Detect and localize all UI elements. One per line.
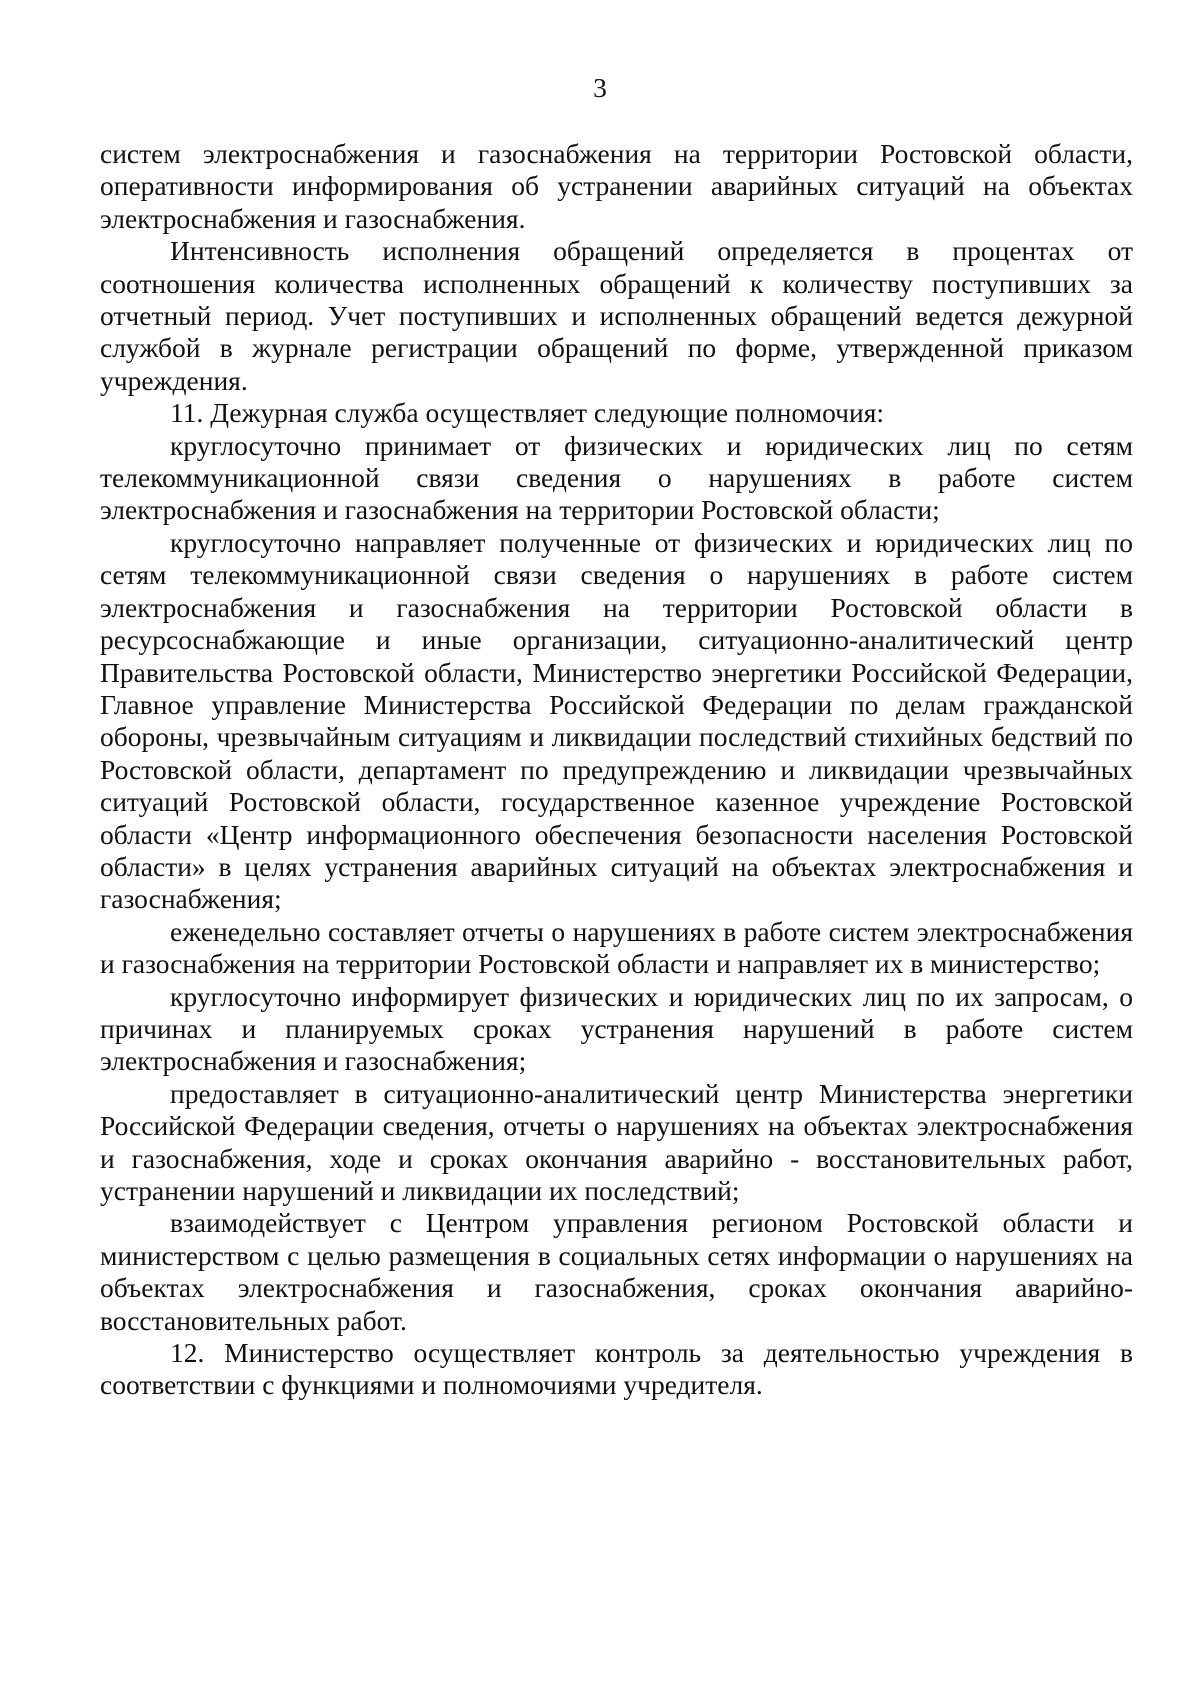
page-number: 3 (593, 72, 607, 103)
paragraph-clause-12: 12. Министерство осуществляет контроль за деятельностью учреждения в соответствии с функциями и полномочиями учредителя. (100, 1337, 1133, 1401)
list-item-provides-data: предоставляет в ситуационно-аналитический центр Министерства энергетики Российской Федерации сведения, отчеты о нарушениях на объектах электроснабжения и газоснабжения, ходе и сроках окончания аварийно - восстановительных работ, устранении нарушений и ликвидации их последствий; (100, 1077, 1133, 1206)
list-item-cooperates: взаимодействует с Центром управления регионом Ростовской области и министерством с целью размещения в социальных сетях информации о нарушениях на объектах электроснабжения и газоснабжения, сроках окончания аварийно-восстановительных работ. (100, 1207, 1133, 1336)
list-item-weekly-reports: еженедельно составляет отчеты о нарушениях в работе систем электроснабжения и газоснабжения на территории Ростовской области и направляет их в министерство; (100, 915, 1133, 980)
list-item-informs-citizens: круглосуточно информирует физических и юридических лиц по их запросам, о причинах и планируемых сроках устранения нарушений в работе систем электроснабжения и газоснабжения; (100, 980, 1133, 1077)
list-item-accepts-reports: круглосуточно принимает от физических и юридических лиц по сетям телекоммуникационной связи сведения о нарушениях в работе систем электроснабжения и газоснабжения на территории Ростовской области; (100, 429, 1133, 526)
list-item-forwards-reports: круглосуточно направляет полученные от физических и юридических лиц по сетям телекоммуникационной связи сведения о нарушениях в работе систем электроснабжения и газоснабжения на территории Ростовской области в ресурсоснабжающие и иные организации, ситуационно-аналитический центр Правительства Ростовской области, Министерство энергетики Российской Федерации, Главное управление Министерства Российской Федерации по делам гражданской обороны, чрезвычайным ситуациям и ликвидации последствий стихийных бедствий по Ростовской области, департамент по предупреждению и ликвидации чрезвычайных ситуаций Ростовской области, государственное казенное учреждение Ростовской области «Центр информационного обеспечения безопасности населения Ростовской области» в целях устранения аварийных ситуаций на объектах электроснабжения и газоснабжения; (100, 526, 1133, 915)
paragraph-intensity: Интенсивность исполнения обращений определяется в процентах от соотношения количества исполненных обращений к количеству поступивших за отчетный период. Учет поступивших и исполненных обращений ведется дежурной службой в журнале регистрации обращений по форме, утвержденной приказом учреждения. (100, 235, 1133, 396)
paragraph-clause-11: 11. Дежурная служба осуществляет следующие полномочия: (170, 397, 884, 429)
document-body (100, 138, 1133, 1402)
paragraph-continuation: систем электроснабжения и газоснабжения на территории Ростовской области, оперативности информирования об устранении аварийных ситуаций на объектах электроснабжения и газоснабжения. (100, 138, 1133, 234)
